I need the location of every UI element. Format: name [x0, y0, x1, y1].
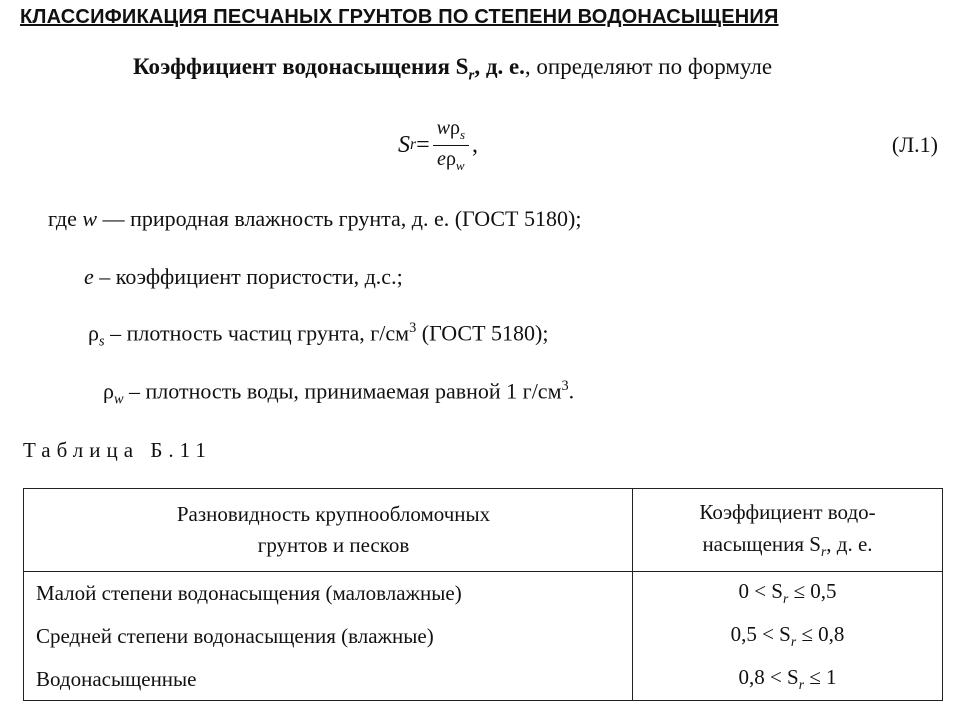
- row-coefficient-range: $0,8 < S_r \le 1$: [633, 658, 943, 701]
- row-soil-type: Малой степени водонасыщения (маловлажные): [24, 572, 633, 616]
- table-row: [24, 572, 943, 616]
- row-coefficient-range: $0 < S_r \le 0,5$: [633, 572, 943, 616]
- classification-table: [23, 488, 943, 701]
- table-header-row: [24, 489, 943, 572]
- definition-rho-w: $\rho_w$ – плотность воды, принимаемая равной 1 $г/см^3$.: [103, 378, 575, 408]
- row-soil-type: Средней степени водонасыщения (влажные): [24, 615, 633, 658]
- intro-text: [133, 54, 772, 85]
- intro-rest: , определяют по формуле: [524, 54, 773, 79]
- intro-bold: Коэффициент водонасыщения $S_r$, д. е.: [133, 54, 525, 84]
- definition-w: где w — природная влажность грунта, д. е. (ГОСТ 5180);: [48, 206, 582, 231]
- table-caption: Таблица Б.11: [23, 438, 212, 462]
- table-row: [24, 615, 943, 658]
- definition-e: e – коэффициент пористости, д.с.;: [84, 264, 403, 289]
- page-heading: КЛАССИФИКАЦИЯ ПЕСЧАНЫХ ГРУНТОВ ПО СТЕПЕНИ ВОДОНАСЫЩЕНИЯ: [20, 6, 779, 28]
- definition-rho-s: $\rho_s$ – плотность частиц грунта, $г/см^3$ (ГОСТ 5180);: [88, 320, 549, 350]
- formula-numerator: $w\rho_s$: [433, 117, 469, 145]
- row-coefficient-range: $0,5 < S_r \le 0,8$: [633, 615, 943, 658]
- table-row: [24, 658, 943, 701]
- row-soil-type: Водонасыщенные: [24, 658, 633, 701]
- saturation-formula: S r = $\frac{w\rho_s}{e\rho_w}$ ,: [398, 117, 479, 173]
- formula-fraction: [433, 117, 469, 173]
- equation-number: (Л.1): [891, 132, 938, 157]
- formula-denominator: $e\rho_w$: [437, 147, 465, 173]
- header-soil-type: Разновидность крупнообломочных грунтов и песков: [24, 489, 633, 572]
- header-coefficient: Коэффициент водо- насыщения $S_r$, д. е.: [633, 489, 943, 572]
